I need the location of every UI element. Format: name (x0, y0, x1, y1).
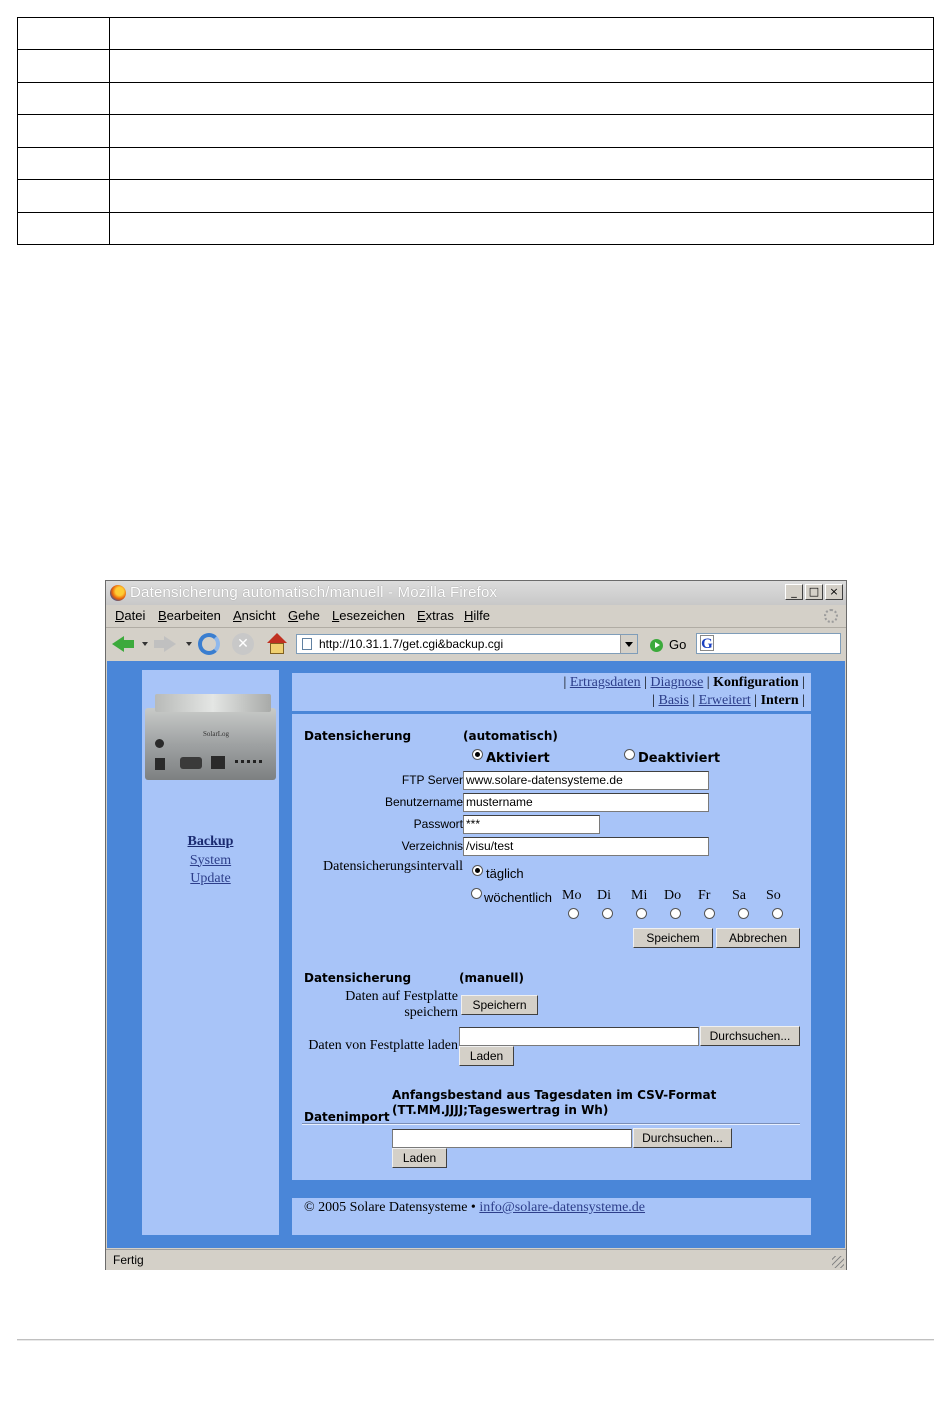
password-label: Passwort (413, 817, 463, 831)
import-description-1: Anfangsbestand aus Tagesdaten im CSV-Format (392, 1088, 717, 1102)
menu-extras[interactable]: Extras (417, 608, 454, 623)
minimize-button[interactable]: _ (785, 584, 803, 600)
sidebar-link-update[interactable]: Update (190, 871, 231, 886)
save-to-disk-label: Daten auf Festplatte speichern (345, 989, 458, 1020)
load-from-disk-label: Daten von Festplatte laden (308, 1038, 458, 1053)
radio-deaktiviert[interactable] (624, 749, 635, 760)
radio-aktiviert[interactable] (472, 749, 483, 760)
import-description-2: (TT.MM.JJJJ;Tageswertrag in Wh) (392, 1103, 609, 1117)
url-bar[interactable] (296, 634, 638, 654)
day-fr: Fr (698, 888, 711, 903)
day-so-radio[interactable] (772, 908, 783, 919)
url-dropdown-icon[interactable] (620, 635, 637, 653)
nav-intern[interactable]: Intern (760, 693, 799, 708)
ftp-server-input[interactable]: www.solare-datensysteme.de (463, 771, 709, 790)
import-file-input[interactable] (392, 1129, 632, 1148)
navigation-toolbar (106, 628, 846, 660)
username-input[interactable]: mustername (463, 793, 709, 812)
back-dropdown-icon[interactable] (142, 642, 148, 646)
close-button[interactable]: × (825, 584, 843, 600)
import-label: Datenimport (304, 1110, 390, 1124)
import-load-button[interactable]: Laden (392, 1148, 447, 1168)
sidebar-link-backup[interactable]: Backup (187, 834, 234, 849)
day-mo: Mo (562, 888, 582, 903)
radio-taeglich[interactable] (472, 865, 483, 876)
label-woechentlich: wöchentlich (484, 890, 552, 905)
backup-form-panel (292, 714, 811, 1180)
menu-ansicht[interactable]: Ansicht (233, 608, 276, 623)
nav-konfiguration[interactable]: Konfiguration (713, 675, 799, 690)
email-link[interactable]: info@solare-datensysteme.de (479, 1200, 646, 1215)
menu-bar (106, 605, 846, 628)
sidebar (142, 670, 279, 1235)
document-table (17, 17, 934, 245)
home-icon[interactable] (266, 633, 288, 655)
page-rule (17, 1339, 934, 1341)
ftp-server-label: FTP Server (401, 773, 463, 787)
google-search-icon[interactable]: G (701, 636, 713, 652)
save-to-disk-button[interactable]: Speichern (461, 995, 538, 1015)
menu-lesezeichen[interactable]: Lesezeichen (332, 608, 406, 623)
load-button[interactable]: Laden (459, 1046, 514, 1066)
day-di-radio[interactable] (602, 908, 613, 919)
top-navigation: | Ertragsdaten | Diagnose | Konfiguration | | Basis | Erweitert | Intern | (292, 673, 811, 711)
day-fr-radio[interactable] (704, 908, 715, 919)
maximize-button[interactable]: □ (805, 584, 823, 600)
directory-input[interactable]: /visu/test (463, 837, 709, 856)
directory-label: Verzeichnis (401, 839, 463, 853)
day-do-radio[interactable] (670, 908, 681, 919)
day-mo-radio[interactable] (568, 908, 579, 919)
menu-datei[interactable]: Datei (115, 608, 146, 623)
import-browse-button[interactable]: Durchsuchen... (633, 1128, 732, 1148)
label-taeglich: täglich (486, 866, 524, 881)
search-input[interactable] (696, 633, 841, 654)
stop-icon[interactable]: ✕ (232, 633, 254, 655)
firefox-icon (110, 585, 126, 601)
manual-backup-mode: (manuell) (459, 971, 525, 985)
password-input[interactable]: *** (463, 815, 600, 834)
day-do: Do (664, 888, 682, 903)
save-button[interactable]: Speichem (633, 928, 713, 948)
radio-woechentlich[interactable] (471, 888, 482, 899)
auto-backup-heading: Datensicherung (304, 729, 412, 743)
forward-dropdown-icon[interactable] (186, 642, 192, 646)
throbber-icon (824, 609, 838, 623)
device-brand: SolarLog (203, 730, 230, 738)
day-so: So (766, 888, 781, 903)
back-arrow-icon[interactable] (112, 633, 134, 655)
day-sa: Sa (732, 888, 746, 903)
footer (292, 1198, 811, 1235)
copyright-text: © 2005 Solare Datensysteme • (304, 1200, 476, 1215)
title-bar[interactable] (106, 581, 846, 605)
menu-bearbeiten[interactable]: Bearbeiten (158, 608, 221, 623)
day-mi-radio[interactable] (636, 908, 647, 919)
cancel-button[interactable]: Abbrechen (716, 928, 800, 948)
load-file-input[interactable] (459, 1027, 699, 1046)
nav-diagnose[interactable]: Diagnose (650, 675, 704, 690)
resize-grip-icon[interactable] (832, 1256, 844, 1268)
sidebar-link-system[interactable]: System (189, 852, 232, 868)
page-content (107, 661, 845, 1248)
status-text: Fertig (113, 1253, 144, 1267)
manual-backup-heading: Datensicherung (304, 971, 412, 985)
day-di: Di (597, 888, 611, 903)
auto-backup-mode: (automatisch) (463, 729, 558, 743)
browse-button[interactable]: Durchsuchen... (700, 1026, 800, 1046)
label-deaktiviert: Deaktiviert (638, 751, 721, 766)
day-sa-radio[interactable] (738, 908, 749, 919)
window-title: Datensicherung automatisch/manuell - Mozilla Firefox (130, 584, 498, 601)
url-text[interactable]: http://10.31.1.7/get.cgi&backup.cgi (319, 637, 504, 651)
menu-hilfe[interactable]: Hilfe (464, 608, 491, 623)
go-button[interactable]: Go (669, 637, 687, 652)
go-icon[interactable] (650, 639, 663, 652)
solarlog-device-image (145, 694, 276, 780)
browser-window (105, 580, 847, 1270)
page-icon (302, 638, 312, 650)
label-aktiviert: Aktiviert (486, 751, 550, 766)
nav-erweitert[interactable]: Erweitert (698, 693, 751, 708)
status-bar (106, 1249, 846, 1270)
menu-gehe[interactable]: Gehe (288, 608, 320, 623)
nav-basis[interactable]: Basis (658, 693, 689, 708)
forward-arrow-icon[interactable] (154, 633, 176, 655)
reload-icon[interactable] (198, 633, 220, 655)
interval-label: Datensicherungsintervall (323, 859, 463, 874)
day-mi: Mi (631, 888, 648, 903)
username-label: Benutzername (384, 795, 463, 809)
nav-ertragsdaten[interactable]: Ertragsdaten (569, 675, 641, 690)
